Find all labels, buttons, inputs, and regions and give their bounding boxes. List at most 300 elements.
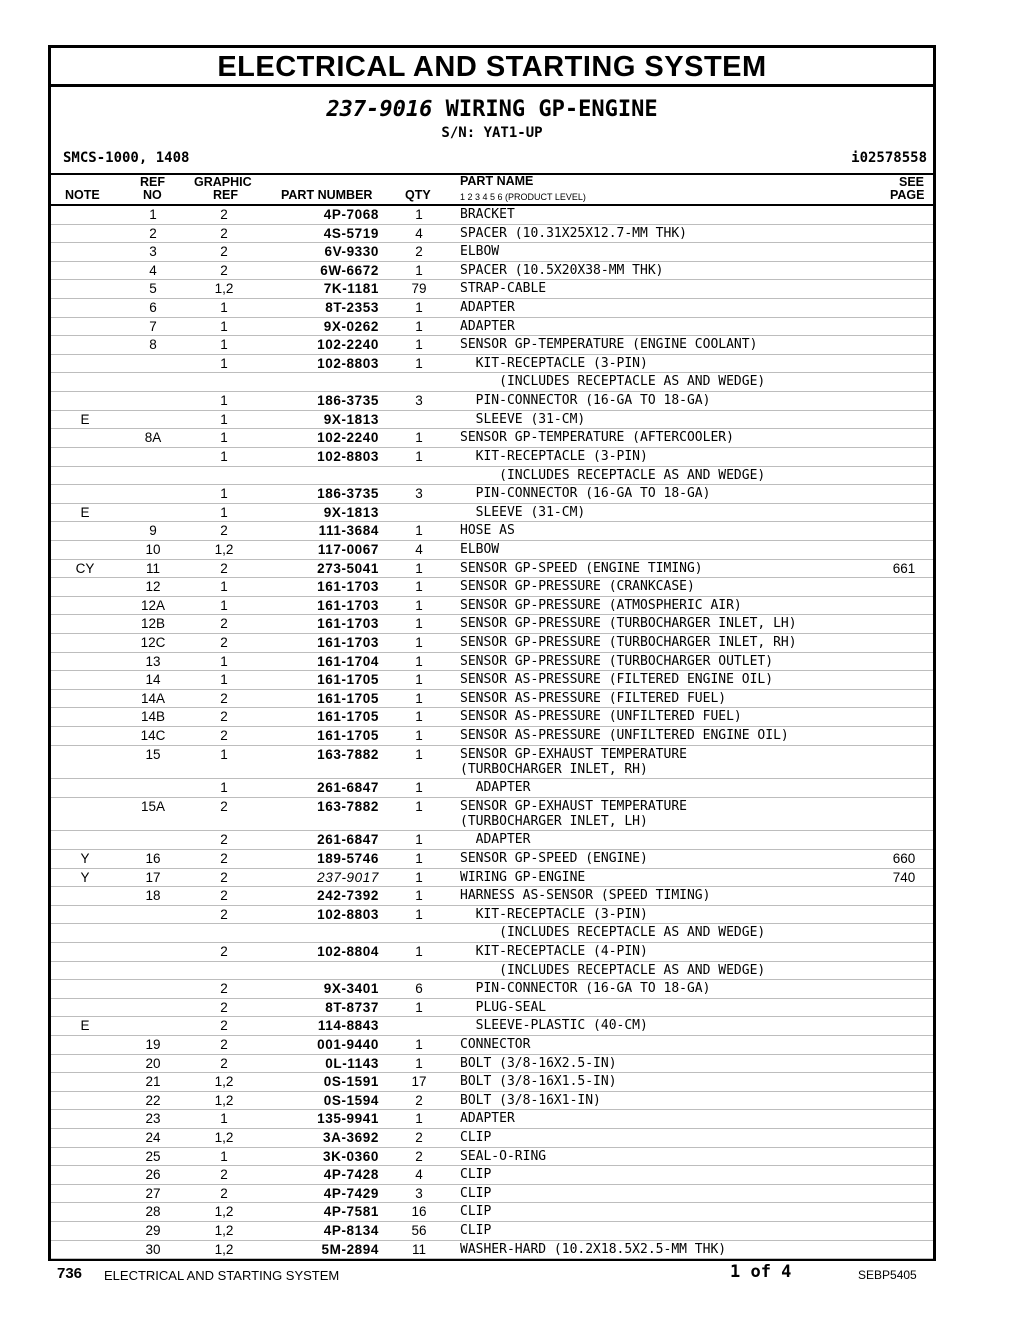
part-name-cell: (INCLUDES RECEPTACLE AS AND WEDGE) — [460, 962, 766, 978]
col-part-number: PART NUMBER — [281, 188, 373, 202]
part-name-cell: SENSOR GP-SPEED (ENGINE) — [460, 850, 648, 866]
table-row — [51, 541, 933, 560]
qty-cell: 1 — [415, 709, 423, 725]
footer-page-number: 736 — [57, 1265, 83, 1282]
qty-cell: 1 — [415, 746, 423, 762]
group-name: WIRING GP-ENGINE — [445, 97, 658, 122]
qty-cell: 1 — [415, 207, 423, 222]
smcs-code: SMCS-1000, 1408 — [63, 150, 190, 166]
table-row — [51, 727, 933, 746]
table-row — [51, 1129, 933, 1148]
part-name-cell: SENSOR GP-SPEED (ENGINE TIMING) — [460, 560, 703, 576]
qty-cell: 1 — [415, 943, 423, 959]
part-name-cell: (INCLUDES RECEPTACLE AS AND WEDGE) — [460, 925, 766, 941]
part-number-cell: 001-9440 — [317, 1036, 379, 1052]
graphic-ref-cell: 1 — [220, 780, 228, 796]
part-name-cell: ADAPTER — [460, 300, 515, 316]
part-number-cell: 4P-7581 — [323, 1204, 379, 1220]
part-name-cell: (INCLUDES RECEPTACLE AS AND WEDGE) — [460, 467, 766, 483]
graphic-ref-cell: 1,2 — [214, 1130, 234, 1146]
part-number-cell: 161-1703 — [317, 579, 379, 595]
ref-number-cell: 8A — [144, 430, 162, 446]
table-row — [51, 1185, 933, 1204]
table-row — [51, 831, 933, 850]
table-row — [51, 746, 933, 780]
table-row — [51, 980, 933, 999]
ref-number-cell: 22 — [145, 1092, 161, 1108]
part-number-cell: 8T-8737 — [325, 999, 379, 1015]
col-qty: QTY — [405, 188, 431, 202]
ref-number-cell: 26 — [145, 1167, 161, 1183]
qty-cell: 1 — [415, 430, 423, 446]
illustration-id: i02578558 — [851, 150, 927, 166]
table-row — [51, 1073, 933, 1092]
part-name-cell: SENSOR AS-PRESSURE (UNFILTERED FUEL) — [460, 709, 742, 725]
table-row — [51, 943, 933, 962]
graphic-ref-cell: 2 — [220, 709, 228, 725]
graphic-ref-cell: 1,2 — [214, 1092, 234, 1108]
graphic-ref-cell: 1 — [220, 1111, 228, 1127]
graphic-ref-cell: 1 — [220, 318, 228, 334]
part-name-cell: KIT-RECEPTACLE (3-PIN) — [460, 906, 648, 922]
col-part-name: PART NAME — [460, 174, 534, 188]
qty-cell: 17 — [411, 1074, 427, 1090]
part-number-cell: 161-1703 — [317, 616, 379, 632]
qty-cell: 1 — [415, 318, 423, 334]
part-number-cell: 9X-0262 — [323, 318, 379, 334]
part-name-cell: SENSOR GP-TEMPERATURE (ENGINE COOLANT) — [460, 337, 758, 353]
part-number-cell: 6V-9330 — [324, 244, 379, 260]
qty-cell: 4 — [415, 541, 423, 557]
ref-number-cell: 14A — [140, 690, 166, 706]
note-cell: Y — [80, 869, 90, 885]
part-name-cell: PIN-CONNECTOR (16-GA TO 18-GA) — [460, 981, 711, 997]
table-row — [51, 999, 933, 1018]
part-name-cell: STRAP-CABLE — [460, 281, 547, 297]
table-row — [51, 1110, 933, 1129]
part-number-cell: 163-7882 — [317, 798, 379, 814]
graphic-ref-cell: 1 — [220, 430, 228, 446]
ref-number-cell: 2 — [149, 225, 157, 241]
part-number-cell: 261-6847 — [317, 832, 379, 848]
note-cell: E — [80, 504, 90, 520]
part-name-cell: KIT-RECEPTACLE (4-PIN) — [460, 943, 648, 959]
part-name-cell: HARNESS AS-SENSOR (SPEED TIMING) — [460, 888, 711, 904]
qty-cell: 2 — [415, 1130, 423, 1146]
qty-cell: 1 — [415, 523, 423, 539]
table-row — [51, 1055, 933, 1074]
part-number-cell: 0S-1594 — [323, 1092, 379, 1108]
part-name-cell: ADAPTER — [460, 1111, 515, 1127]
ref-number-cell: 12C — [140, 635, 166, 651]
graphic-ref-cell: 1 — [220, 672, 228, 688]
part-number-cell: 161-1705 — [317, 672, 379, 688]
graphic-ref-cell: 1 — [220, 355, 228, 371]
col-ref-bottom: NO — [143, 188, 162, 202]
part-number-cell: 237-9017 — [317, 869, 379, 885]
qty-cell: 3 — [415, 486, 423, 502]
part-name-cell: SEAL-O-RING — [460, 1148, 547, 1164]
part-number-cell: 161-1703 — [317, 635, 379, 651]
graphic-ref-cell: 2 — [220, 999, 228, 1015]
part-name-cell: SENSOR GP-PRESSURE (ATMOSPHERIC AIR) — [460, 597, 742, 613]
part-name-cell: SLEEVE-PLASTIC (40-CM) — [460, 1018, 648, 1034]
graphic-ref-cell: 2 — [220, 225, 228, 241]
col-product-level: 1 2 3 4 5 6 (PRODUCT LEVEL) — [460, 192, 586, 202]
qty-cell: 1 — [415, 300, 423, 316]
graphic-ref-cell: 2 — [220, 207, 228, 222]
part-name-cell: SENSOR GP-PRESSURE (TURBOCHARGER OUTLET) — [460, 653, 774, 669]
part-name-cell: ELBOW — [460, 244, 500, 260]
part-number-cell: 6W-6672 — [320, 262, 379, 278]
graphic-ref-cell: 1 — [220, 597, 228, 613]
part-number-cell: 161-1705 — [317, 690, 379, 706]
qty-cell: 1 — [415, 337, 423, 353]
part-name-cell: KIT-RECEPTACLE (3-PIN) — [460, 355, 648, 371]
ref-number-cell: 19 — [145, 1036, 161, 1052]
ref-number-cell: 5 — [149, 281, 157, 297]
graphic-ref-cell: 1 — [220, 393, 228, 409]
qty-cell: 1 — [415, 690, 423, 706]
part-number-cell: 189-5746 — [317, 850, 379, 866]
qty-cell: 1 — [415, 635, 423, 651]
table-row — [51, 318, 933, 337]
ref-number-cell: 11 — [145, 560, 160, 576]
ref-number-cell: 27 — [145, 1185, 161, 1201]
part-name-cell: KIT-RECEPTACLE (3-PIN) — [460, 448, 648, 464]
part-name-cell: SENSOR AS-PRESSURE (UNFILTERED ENGINE OIL) — [460, 728, 789, 744]
part-name-cell: CLIP — [460, 1167, 492, 1183]
group-title — [51, 87, 933, 123]
ref-number-cell: 3 — [149, 244, 157, 260]
graphic-ref-cell: 1 — [220, 653, 228, 669]
part-number-cell: 161-1703 — [317, 597, 379, 613]
table-row — [51, 429, 933, 448]
ref-number-cell: 14B — [140, 709, 166, 725]
table-row — [51, 560, 933, 579]
graphic-ref-cell: 2 — [220, 1185, 228, 1201]
qty-cell: 1 — [415, 1055, 423, 1071]
ref-number-cell: 18 — [145, 888, 161, 904]
part-name-cell: HOSE AS — [460, 523, 515, 539]
ref-number-cell: 24 — [145, 1130, 161, 1146]
table-row — [51, 262, 933, 281]
part-name-cell: WIRING GP-ENGINE — [460, 869, 586, 885]
qty-cell: 1 — [415, 262, 423, 278]
graphic-ref-cell: 2 — [220, 728, 228, 744]
graphic-ref-cell: 1,2 — [214, 541, 234, 557]
part-name-cell: SENSOR AS-PRESSURE (FILTERED ENGINE OIL) — [460, 672, 774, 688]
graphic-ref-cell: 2 — [220, 244, 228, 260]
part-number-cell: 242-7392 — [317, 888, 379, 904]
qty-cell: 3 — [415, 1185, 423, 1201]
qty-cell: 6 — [415, 981, 423, 997]
part-name-cell: WASHER-HARD (10.2X18.5X2.5-MM THK) — [460, 1241, 727, 1257]
part-name-cell: SENSOR GP-PRESSURE (TURBOCHARGER INLET, RH) — [460, 635, 797, 651]
part-name-cell: ADAPTER — [460, 780, 531, 796]
part-number-cell: 261-6847 — [317, 780, 379, 796]
qty-cell: 1 — [415, 597, 423, 613]
part-name-cell: ADAPTER — [460, 832, 531, 848]
qty-cell: 1 — [415, 579, 423, 595]
qty-cell: 4 — [415, 1167, 423, 1183]
part-number-cell: 0L-1143 — [325, 1055, 379, 1071]
part-name-cell: SENSOR GP-EXHAUST TEMPERATURE (TURBOCHARGER INLET, LH) — [460, 798, 687, 830]
note-cell: CY — [75, 560, 95, 576]
qty-cell: 1 — [415, 672, 423, 688]
part-name-cell: SENSOR GP-PRESSURE (TURBOCHARGER INLET, LH) — [460, 616, 797, 632]
see-page-cell: 740 — [892, 869, 916, 885]
graphic-ref-cell: 1,2 — [214, 281, 234, 297]
table-row — [51, 671, 933, 690]
group-header — [51, 87, 933, 173]
qty-cell: 1 — [415, 728, 423, 744]
graphic-ref-cell: 2 — [220, 850, 228, 866]
graphic-ref-cell: 2 — [220, 616, 228, 632]
part-number-cell: 5M-2894 — [321, 1241, 379, 1257]
table-row — [51, 280, 933, 299]
serial-range: S/N: YAT1-UP — [441, 125, 543, 141]
table-row — [51, 206, 933, 225]
qty-cell: 1 — [415, 616, 423, 632]
table-row — [51, 225, 933, 244]
part-number-cell: 102-2240 — [317, 430, 379, 446]
table-row — [51, 1017, 933, 1036]
ref-number-cell: 23 — [145, 1111, 161, 1127]
graphic-ref-cell: 1 — [220, 1148, 228, 1164]
table-row — [51, 597, 933, 616]
part-name-cell: SENSOR GP-EXHAUST TEMPERATURE (TURBOCHARGER INLET, RH) — [460, 746, 687, 778]
col-graphic-bottom: REF — [213, 188, 238, 202]
graphic-ref-cell: 2 — [220, 906, 228, 922]
qty-cell: 1 — [415, 999, 423, 1015]
column-headers — [51, 173, 933, 206]
table-row — [51, 1036, 933, 1055]
ref-number-cell: 9 — [149, 523, 157, 539]
graphic-ref-cell: 1 — [220, 448, 228, 464]
part-name-cell: ELBOW — [460, 541, 500, 557]
part-number-cell: 114-8843 — [317, 1018, 379, 1034]
part-number-cell: 102-2240 — [317, 337, 379, 353]
qty-cell: 1 — [415, 448, 423, 464]
part-name-cell: SPACER (10.31X25X12.7-MM THK) — [460, 225, 687, 241]
table-row — [51, 869, 933, 888]
table-row — [51, 336, 933, 355]
table-row — [51, 373, 933, 392]
part-number-cell: 186-3735 — [317, 393, 379, 409]
ref-number-cell: 21 — [145, 1074, 161, 1090]
graphic-ref-cell: 2 — [220, 943, 228, 959]
graphic-ref-cell: 2 — [220, 635, 228, 651]
footer-page-of: 1 of 4 — [730, 1262, 792, 1282]
graphic-ref-cell: 1 — [220, 746, 228, 762]
part-name-cell: ADAPTER — [460, 318, 515, 334]
graphic-ref-cell: 2 — [220, 1167, 228, 1183]
table-row — [51, 578, 933, 597]
part-number-cell: 8T-2353 — [325, 300, 379, 316]
part-number-cell: 163-7882 — [317, 746, 379, 762]
part-number-cell: 4P-7068 — [323, 207, 379, 222]
ref-number-cell: 12B — [140, 616, 166, 632]
ref-number-cell: 16 — [145, 850, 161, 866]
ref-number-cell: 30 — [145, 1241, 161, 1257]
table-row — [51, 392, 933, 411]
graphic-ref-cell: 1,2 — [214, 1204, 234, 1220]
part-number-cell: 3A-3692 — [323, 1130, 379, 1146]
footer-doc-id: SEBP5405 — [858, 1268, 917, 1282]
table-row — [51, 504, 933, 523]
part-name-cell: CLIP — [460, 1204, 492, 1220]
graphic-ref-cell: 1,2 — [214, 1223, 234, 1239]
table-row — [51, 1092, 933, 1111]
part-name-cell: SENSOR GP-TEMPERATURE (AFTERCOOLER) — [460, 430, 734, 446]
col-see-top: SEE — [899, 175, 925, 189]
table-row — [51, 448, 933, 467]
table-row — [51, 299, 933, 318]
table-row — [51, 485, 933, 504]
graphic-ref-cell: 2 — [220, 690, 228, 706]
qty-cell: 79 — [411, 281, 427, 297]
graphic-ref-cell: 1 — [220, 486, 228, 502]
see-page-cell: 661 — [892, 560, 916, 576]
part-number-cell: 9X-3401 — [323, 981, 379, 997]
table-row — [51, 1241, 933, 1260]
page-footer — [0, 1262, 1020, 1292]
ref-number-cell: 10 — [145, 541, 161, 557]
part-number-cell: 4P-8134 — [323, 1223, 379, 1239]
table-row — [51, 962, 933, 981]
part-name-cell: CONNECTOR — [460, 1036, 531, 1052]
part-number-cell: 4P-7428 — [323, 1167, 379, 1183]
table-row — [51, 798, 933, 832]
table-row — [51, 850, 933, 869]
graphic-ref-cell: 1 — [220, 337, 228, 353]
graphic-ref-cell: 2 — [220, 798, 228, 814]
graphic-ref-cell: 2 — [220, 869, 228, 885]
part-number-cell: 111-3684 — [318, 523, 379, 539]
graphic-ref-cell: 1 — [220, 300, 228, 316]
qty-cell: 1 — [415, 869, 423, 885]
qty-cell: 1 — [415, 1111, 423, 1127]
ref-number-cell: 15 — [145, 746, 161, 762]
qty-cell: 2 — [415, 1148, 423, 1164]
table-row — [51, 887, 933, 906]
col-see-bottom: PAGE — [890, 188, 925, 202]
part-number-cell: 161-1704 — [317, 653, 379, 669]
ref-number-cell: 17 — [145, 869, 161, 885]
note-cell: E — [80, 1018, 90, 1034]
table-row — [51, 355, 933, 374]
table-row — [51, 615, 933, 634]
part-name-cell: BOLT (3/8-16X1.5-IN) — [460, 1074, 617, 1090]
part-number-cell: 4S-5719 — [323, 225, 379, 241]
qty-cell: 1 — [415, 780, 423, 796]
part-name-cell: (INCLUDES RECEPTACLE AS AND WEDGE) — [460, 374, 766, 390]
part-number-cell: 135-9941 — [317, 1111, 379, 1127]
ref-number-cell: 12A — [140, 597, 166, 613]
ref-number-cell: 14 — [145, 672, 161, 688]
qty-cell: 56 — [411, 1223, 427, 1239]
part-name-cell: BOLT (3/8-16X1-IN) — [460, 1092, 601, 1108]
table-row — [51, 779, 933, 798]
table-row — [51, 467, 933, 486]
qty-cell: 1 — [415, 560, 423, 576]
part-number-cell: 9X-1813 — [323, 411, 379, 427]
col-ref-top: REF — [140, 175, 165, 189]
ref-number-cell: 8 — [149, 337, 157, 353]
col-note: NOTE — [65, 188, 100, 202]
table-row — [51, 1148, 933, 1167]
part-name-cell: PIN-CONNECTOR (16-GA TO 18-GA) — [460, 486, 711, 502]
graphic-ref-cell: 1 — [220, 579, 228, 595]
ref-number-cell: 13 — [145, 653, 161, 669]
table-row — [51, 690, 933, 709]
table-row — [51, 1166, 933, 1185]
graphic-ref-cell: 1,2 — [214, 1074, 234, 1090]
ref-number-cell: 15A — [140, 798, 166, 814]
graphic-ref-cell: 2 — [220, 262, 228, 278]
qty-cell: 4 — [415, 225, 423, 241]
table-row — [51, 522, 933, 541]
part-name-cell: BOLT (3/8-16X2.5-IN) — [460, 1055, 617, 1071]
part-number-cell: 102-8804 — [317, 943, 379, 959]
part-name-cell: SLEEVE (31-CM) — [460, 504, 586, 520]
graphic-ref-cell: 2 — [220, 888, 228, 904]
table-row — [51, 243, 933, 262]
part-number-cell: 102-8803 — [317, 906, 379, 922]
ref-number-cell: 7 — [149, 318, 157, 334]
part-name-cell: CLIP — [460, 1223, 492, 1239]
part-name-cell: CLIP — [460, 1185, 492, 1201]
graphic-ref-cell: 2 — [220, 1018, 228, 1034]
part-number-cell: 4P-7429 — [323, 1185, 379, 1201]
part-name-cell: SENSOR AS-PRESSURE (FILTERED FUEL) — [460, 690, 727, 706]
qty-cell: 2 — [415, 244, 423, 260]
part-number-cell: 9X-1813 — [323, 504, 379, 520]
ref-number-cell: 14C — [140, 728, 166, 744]
part-number-cell: 102-8803 — [317, 448, 379, 464]
see-page-cell: 660 — [892, 850, 916, 866]
part-number-cell: 161-1705 — [317, 728, 379, 744]
ref-number-cell: 20 — [145, 1055, 161, 1071]
graphic-ref-cell: 2 — [220, 1055, 228, 1071]
ref-number-cell: 12 — [145, 579, 161, 595]
table-row — [51, 1203, 933, 1222]
part-name-cell: SPACER (10.5X20X38-MM THK) — [460, 262, 664, 278]
part-name-cell: PLUG-SEAL — [460, 999, 547, 1015]
part-number-cell: 7K-1181 — [323, 281, 379, 297]
ref-number-cell: 28 — [145, 1204, 161, 1220]
qty-cell: 1 — [415, 888, 423, 904]
qty-cell: 3 — [415, 393, 423, 409]
part-number-cell: 102-8803 — [317, 355, 379, 371]
qty-cell: 1 — [415, 798, 423, 814]
part-number-cell: 161-1705 — [317, 709, 379, 725]
graphic-ref-cell: 2 — [220, 981, 228, 997]
table-row — [51, 906, 933, 925]
graphic-ref-cell: 2 — [220, 832, 228, 848]
qty-cell: 11 — [411, 1241, 426, 1257]
group-number: 237-9016 — [326, 97, 433, 122]
qty-cell: 1 — [415, 850, 423, 866]
graphic-ref-cell: 2 — [220, 560, 228, 576]
part-number-cell: 0S-1591 — [323, 1074, 379, 1090]
qty-cell: 16 — [411, 1204, 427, 1220]
qty-cell: 1 — [415, 653, 423, 669]
parts-list-frame — [48, 45, 936, 1261]
graphic-ref-cell: 2 — [220, 523, 228, 539]
table-row — [51, 411, 933, 430]
